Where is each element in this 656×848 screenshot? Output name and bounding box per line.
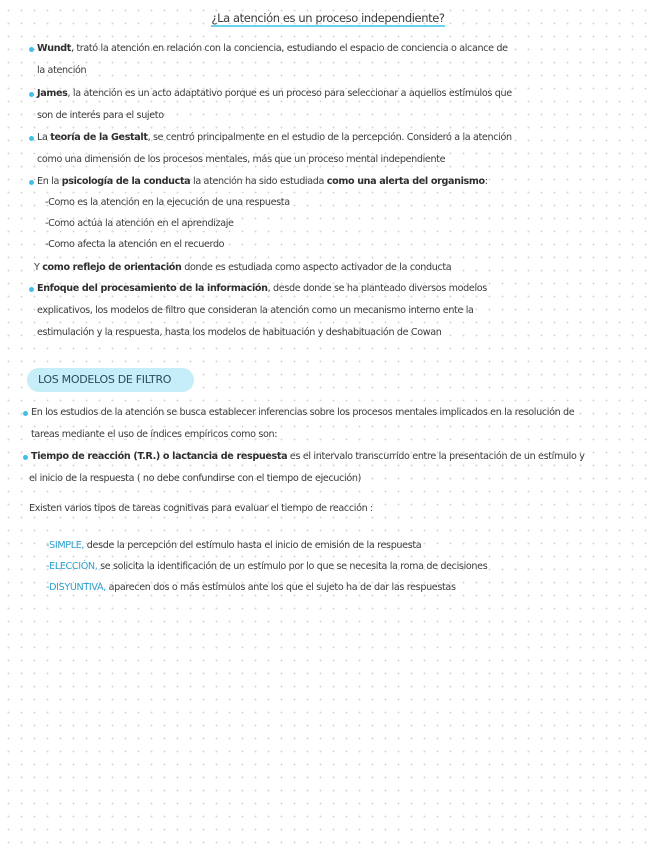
filtro-p2-text: es el intervalo transcurrido entre la presentación de un estímulo y [287, 451, 585, 462]
conducta-y-pre: Y [34, 262, 43, 273]
gestalt-text: , se centró principalmente en el estudio de la percepción. Consideró a la atención [147, 132, 512, 143]
conducta-end: : [484, 176, 488, 187]
bullet-icon [29, 136, 34, 141]
filtro-p3: Existen varios tipos de tareas cognitivas para evaluar el tiempo de reacción : [29, 503, 373, 514]
procesamiento-line-3: estimulación y la respuesta, hasta los modelos de habituación y deshabituación de Cowan [37, 327, 442, 338]
filtro-p2-line-1 [31, 450, 585, 463]
conducta-y-text: donde es estudiada como aspecto activador de la conducta [181, 262, 452, 273]
conducta-sub-1: -Como es la atención en la ejecución de una respuesta [45, 197, 290, 208]
procesamiento-line-1 [37, 282, 487, 295]
wundt-text: , trató la atención en relación con la conciencia, estudiando el espacio de conciencia o alcance de [70, 43, 508, 54]
bullet-icon [29, 47, 34, 52]
filtro-p2-line-2: el inicio de la respuesta ( no debe confundirse con el tiempo de ejecución) [29, 473, 361, 484]
tipo-eleccion-name: -ELECCIÓN, [46, 561, 98, 572]
james-line-1 [37, 87, 512, 100]
procesamiento-text: , desde donde se ha planteado diversos modelos [267, 283, 487, 294]
wundt-term: Wundt [37, 43, 71, 54]
tipo-eleccion [46, 560, 487, 573]
conducta-line-1 [37, 175, 488, 188]
gestalt-term: teoría de la Gestalt [50, 132, 148, 143]
filtro-p1-line-2: tareas mediante el uso de índices empíricos como son: [31, 429, 278, 440]
tipo-simple-name: -SIMPLE, [46, 540, 85, 551]
procesamiento-term: Enfoque del procesamiento de la información [37, 283, 268, 294]
page-title [0, 11, 656, 25]
title-text: ¿La atención es un proceso independiente? [211, 11, 445, 25]
conducta-term-2: como una alerta del organismo [326, 176, 485, 187]
conducta-y-line [34, 261, 451, 274]
conducta-y-term: como reflejo de orientación [42, 262, 182, 273]
gestalt-line-2: como una dimensión de los procesos mentales, más que un proceso mental independiente [37, 154, 446, 165]
wundt-line-2: la atención [37, 65, 87, 76]
gestalt-pre: La [37, 132, 51, 143]
conducta-mid: la atención ha sido estudiada [190, 176, 327, 187]
conducta-sub-2: -Como actúa la atención en el aprendizaje [45, 218, 234, 229]
bullet-icon [23, 411, 28, 416]
james-line-2: son de interés para el sujeto [37, 110, 164, 121]
conducta-term: psicología de la conducta [61, 176, 191, 187]
gestalt-line-1 [37, 131, 512, 144]
tipo-simple [46, 539, 421, 552]
bullet-icon [29, 180, 34, 185]
bullet-icon [29, 287, 34, 292]
bullet-icon [29, 92, 34, 97]
tipo-disyuntiva-name: -DISYUNTIVA, [46, 582, 106, 593]
tipo-eleccion-desc: se solicita la identificación de un estímulo por lo que se necesita la roma de decisiones [97, 561, 488, 572]
bullet-icon [23, 455, 28, 460]
tipo-simple-desc: desde la percepción del estímulo hasta el inicio de emisión de la respuesta [84, 540, 422, 551]
tipo-disyuntiva [46, 581, 456, 594]
wundt-line-1 [37, 42, 508, 55]
filtro-p1-line-1: En los estudios de la atención se busca establecer inferencias sobre los procesos mentales implicados en la resolución de [31, 407, 575, 418]
procesamiento-line-2: explicativos, los modelos de filtro que consideran la atención como un mecanismo interno ente la [37, 305, 474, 316]
tipo-disyuntiva-desc: aparecen dos o más estímulos ante los que el sujeto ha de dar las respuestas [105, 582, 456, 593]
conducta-pre: En la [37, 176, 62, 187]
james-term: James [37, 88, 68, 99]
james-text: , la atención es un acto adaptativo porque es un proceso para seleccionar a aquellos estímulos que [67, 88, 512, 99]
conducta-sub-3: -Como afecta la atención en el recuerdo [45, 239, 225, 250]
section-title: LOS MODELOS DE FILTRO [38, 373, 172, 386]
tiempo-reaccion-term: Tiempo de reacción (T.R.) o lactancia de respuesta [31, 451, 288, 462]
